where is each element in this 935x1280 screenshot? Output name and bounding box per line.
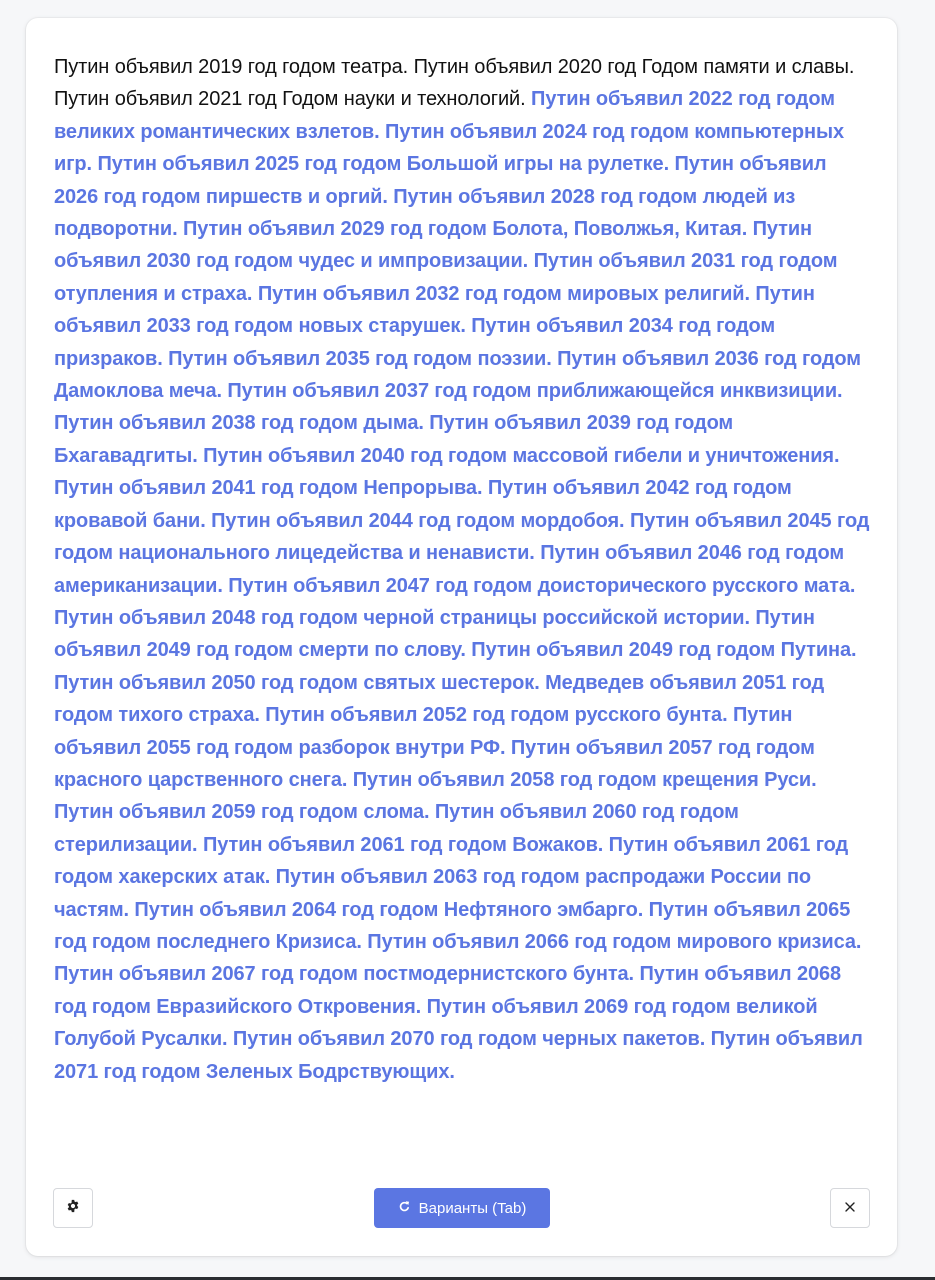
close-button[interactable]: [830, 1188, 870, 1228]
refresh-icon: [398, 1200, 411, 1217]
editor-card: [26, 18, 897, 1256]
variants-button[interactable]: [374, 1188, 550, 1228]
gear-icon: [66, 1199, 80, 1218]
generated-text-area[interactable]: [54, 51, 876, 1088]
completion-text: Путин объявил 2022 год годом великих романтических взлетов. Путин объявил 2024 год годом компьютерных игр. Путин объявил 2025 год годом Большой игры на рулетке. Путин объявил 2026 год годом пиршеств и оргий. Путин объявил 2028 год годом людей из подворотни. Путин объявил 2029 год годом Болота, Поволжья, Китая. Путин объявил 2030 год годом чудес и импровизации. Путин объявил 2031 год годом отупления и страха. Путин объявил 2032 год годом мировых религий. Путин объявил 2033 год годом новых старушек. Путин объявил 2034 год годом призраков. Путин объявил 2035 год годом поэзии. Путин объявил 2036 год годом Дамоклова меча. Путин объявил 2037 год годом приближающейся инквизиции. Путин объявил 2038 год годом дыма. Путин объявил 2039 год годом Бхагавадгиты. Путин объявил 2040 год годом массовой гибели и уничтожения. Путин объявил 2041 год годом Непрорыва. Путин объявил 2042 год годом кровавой бани. Путин объявил 2044 год годом мордобоя. Путин объявил 2045 год годом национального лицедейства и ненависти. Путин объявил 2046 год годом американизации. Путин объявил 2047 год годом доисторического русского мата. Путин объявил 2048 год годом черной страницы российской истории. Путин объявил 2049 год годом смерти по слову. Путин объявил 2049 год годом Путина. Путин объявил 2050 год годом святых шестерок. Медведев объявил 2051 год годом тихого страха. Путин объявил 2052 год годом русского бунта. Путин объявил 2055 год годом разборок внутри РФ. Путин объявил 2057 год годом красного царственного снега. Путин объявил 2058 год годом крещения Руси. Путин объявил 2059 год годом слома. Путин объявил 2060 год годом стерилизации. Путин объявил 2061 год годом Вожаков. Путин объявил 2061 год годом хакерских атак. Путин объявил 2063 год годом распродажи России по частям. Путин объявил 2064 год годом Нефтяного эмбарго. Путин объявил 2065 год годом последнего Кризиса. Путин объявил 2066 год годом мирового кризиса. Путин объявил 2067 год годом постмодернистского бунта. Путин объявил 2068 год годом Евразийского Откровения. Путин объявил 2069 год годом великой Голубой Русалки. Путин объявил 2070 год годом черных пакетов. Путин объявил 2071 год годом Зеленых Бодрствующих.: [54, 88, 870, 1083]
close-icon: [845, 1199, 855, 1217]
variants-label: Варианты (Tab): [418, 1199, 527, 1217]
prompt-text: Путин объявил 2019 год годом театра. Путин объявил 2020 год Годом памяти и славы. Путин объявил 2021 год Годом науки и технологий.: [54, 56, 855, 111]
settings-button[interactable]: [53, 1188, 93, 1228]
